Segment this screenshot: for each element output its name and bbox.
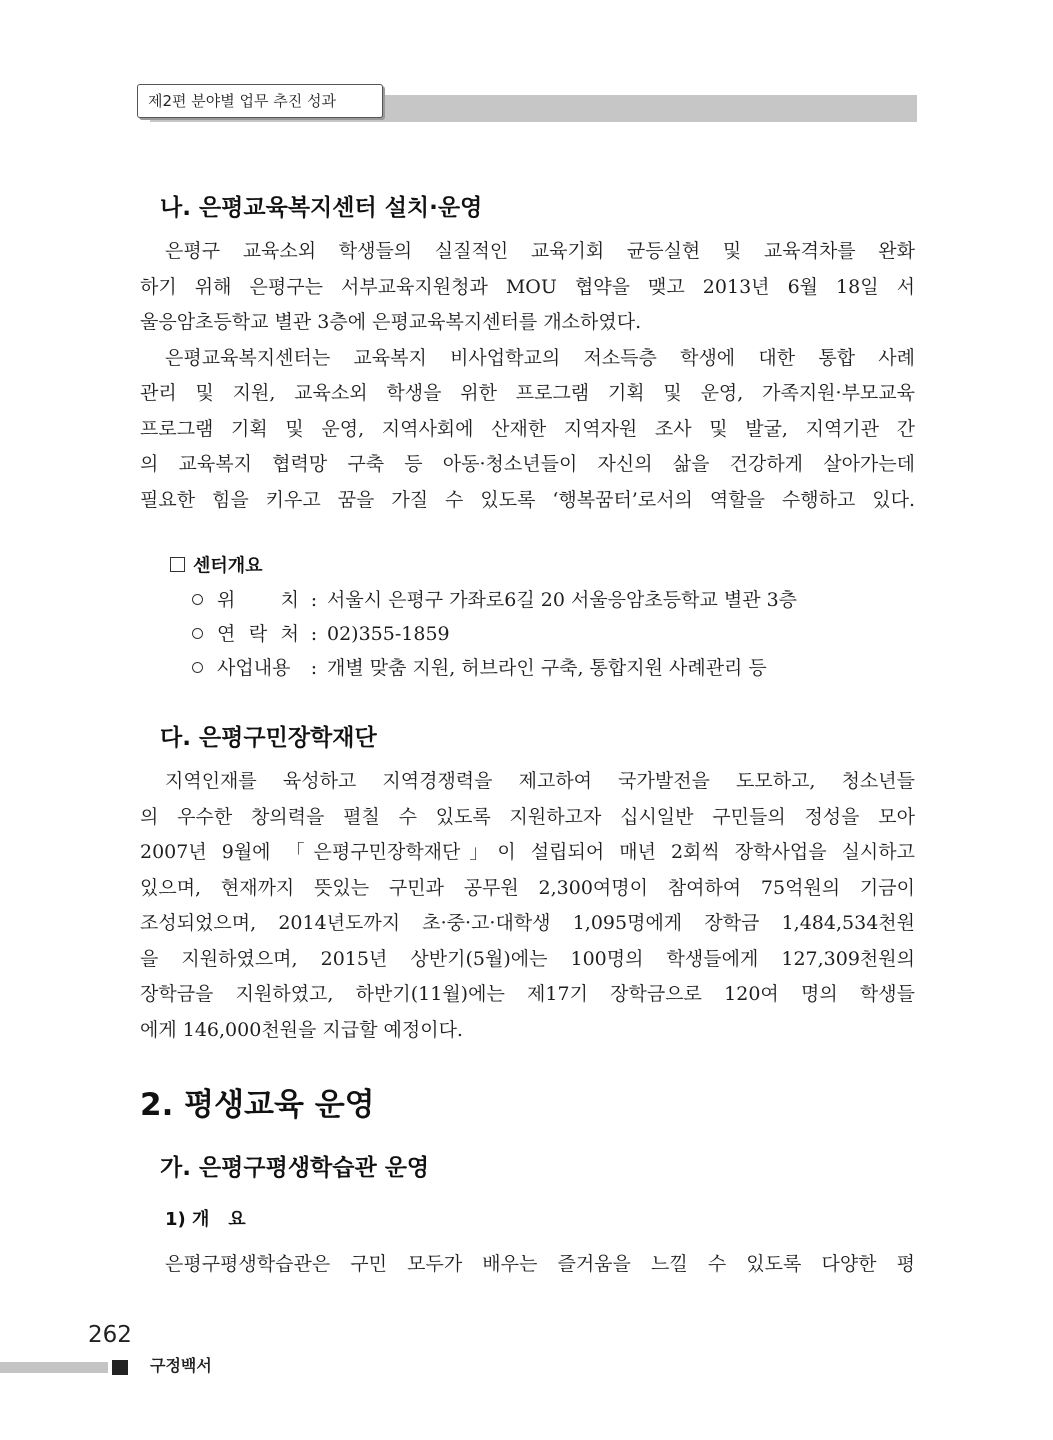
paragraph-line: 조성되었으며, 2014년도까지 초·중·고·대학생 1,095명에게 장학금 1,484,534천원 [140,912,915,934]
overview-item-business [192,651,767,685]
overview-item-label: 연 락 처 [217,623,299,645]
overview-item-location [192,583,797,617]
welfare-center-body [140,234,915,518]
overview-item-contact [192,617,450,651]
paragraph-line: 관리 및 지원, 교육소외 학생을 위한 프로그램 기획 및 운영, 가족지원·부모교육 [140,382,915,404]
circle-outline-icon [192,594,203,605]
page-number: 262 [88,1322,132,1348]
center-overview-heading [170,552,263,580]
overview-item-value: 02)355-1859 [327,623,450,645]
section-heading-welfare-center: 나. 은평교육복지센터 설치·운영 [160,195,483,221]
paragraph-line: 울응암초등학교 별관 3층에 은평교육복지센터를 개소하였다. [140,311,642,333]
section-heading-learning-center: 가. 은평구평생학습관 운영 [160,1155,430,1181]
paragraph-line: 에게 146,000천원을 지급할 예정이다. [140,1018,463,1041]
paragraph-line: 은평구 교육소외 학생들의 실질적인 교육기회 균등실현 및 교육격차를 완화 [165,240,915,262]
overview-item-separator: : [310,589,318,611]
paragraph-line: 을 지원하였으며, 2015년 상반기(5월)에는 100명의 학생들에게 127,309천원의 [140,947,915,970]
scholarship-body [140,764,915,1048]
header-part-box [137,84,383,118]
paragraph-line: 의 우수한 창의력을 펼칠 수 있도록 지원하고자 십시일반 구민들의 정성을 모아 [140,805,915,828]
learning-center-body [140,1247,915,1283]
circle-outline-icon [192,662,203,673]
publication-title: 구정백서 [150,1356,212,1375]
paragraph-line: 은평교육복지센터는 교육복지 비사업학교의 저소득층 학생에 대한 통합 사례 [165,346,915,369]
section-heading-scholarship: 다. 은평구민장학재단 [160,725,377,751]
footer-square-mark [112,1360,128,1375]
center-overview-title: 센터개요 [193,555,263,577]
overview-item-separator: : [310,623,318,645]
circle-outline-icon [192,628,203,639]
overview-item-value: 개별 맞춤 지원, 허브라인 구축, 통합지원 사례관리 등 [327,657,767,679]
overview-item-separator: : [310,657,318,679]
paragraph-line: 있으며, 현재까지 뜻있는 구민과 공무원 2,300여명이 참여하여 75억원의 기금이 [140,876,915,899]
paragraph-line: 장학금을 지원하였고, 하반기(11월)에는 제17기 장학금으로 120여 명의 학생들 [140,983,915,1005]
paragraph-line: 하기 위해 은평구는 서부교육지원청과 MOU 협약을 맺고 2013년 6월 18일 서 [140,275,915,298]
header-part-title: 제2편 분야별 업무 추진 성과 [148,92,337,110]
overview-item-value: 서울시 은평구 가좌로6길 20 서울응암초등학교 별관 3층 [327,589,798,611]
subsection-heading-overview: 1) 개 요 [165,1209,246,1230]
square-outline-icon [170,557,185,572]
paragraph-line: 지역인재를 육성하고 지역경쟁력을 제고하여 국가발전을 도모하고, 청소년들 [165,770,915,792]
footer-gray-bar [0,1362,108,1373]
paragraph-line: 2007년 9월에 「은평구민장학재단」이 설립되어 매년 2회씩 장학사업을 실시하고 [140,841,915,863]
paragraph-line: 프로그램 기획 및 운영, 지역사회에 산재한 지역자원 조사 및 발굴, 지역기관 간 [140,417,915,440]
paragraph-line: 의 교육복지 협력망 구축 등 아동·청소년들이 자신의 삶을 건강하게 살아가는데 [140,453,915,475]
paragraph-line: 필요한 힘을 키우고 꿈을 가질 수 있도록 ‘행복꿈터’로서의 역할을 수행하고 있다. [140,488,916,511]
overview-item-label: 사업내용 [217,657,291,679]
paragraph-line: 은평구평생학습관은 구민 모두가 배우는 즐거움을 느낄 수 있도록 다양한 평 [165,1253,915,1275]
overview-item-label: 위 치 [217,589,299,611]
chapter-heading-lifelong-education: 2. 평생교육 운영 [140,1087,375,1123]
